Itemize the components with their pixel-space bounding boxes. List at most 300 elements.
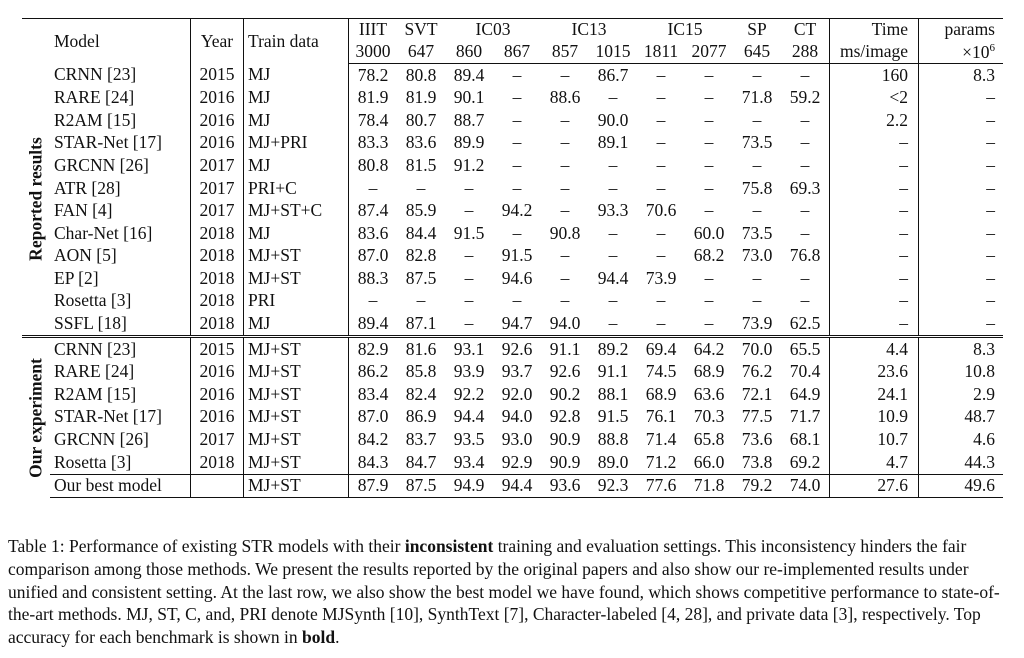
accuracy-cell: – bbox=[704, 109, 714, 130]
accuracy-cell: – bbox=[656, 109, 666, 130]
table-row bbox=[22, 290, 1003, 313]
accuracy-cell: 76.8 bbox=[789, 245, 821, 266]
train-data: MJ bbox=[244, 64, 349, 87]
accuracy-cell: – bbox=[464, 290, 474, 311]
accuracy-cell: 91.1 bbox=[541, 337, 589, 361]
params-unit-exponent: 6 bbox=[989, 41, 995, 54]
accuracy-cell: 82.8 bbox=[405, 245, 437, 266]
accuracy-cell: 93.5 bbox=[453, 429, 485, 450]
accuracy-cell: 91.5 bbox=[597, 406, 629, 427]
header-dataset-sp: SP bbox=[733, 19, 781, 42]
accuracy-cell: – bbox=[560, 64, 570, 85]
params-cell: – bbox=[919, 267, 1004, 290]
accuracy-cell: 85.9 bbox=[405, 200, 437, 221]
accuracy-cell: 94.4 bbox=[597, 267, 629, 288]
model-year bbox=[191, 474, 244, 498]
accuracy-cell: 63.6 bbox=[693, 383, 725, 404]
accuracy-cell: 84.4 bbox=[405, 222, 437, 243]
accuracy-cell: 73.9 bbox=[645, 267, 677, 288]
header-size: 288 bbox=[781, 41, 830, 64]
accuracy-cell: 88.8 bbox=[597, 429, 629, 450]
params-cell: – bbox=[919, 245, 1004, 268]
accuracy-cell: 70.6 bbox=[645, 200, 677, 221]
accuracy-cell: 62.5 bbox=[789, 313, 821, 334]
train-data: MJ bbox=[244, 222, 349, 245]
accuracy-cell: 93.7 bbox=[501, 361, 533, 382]
params-cell: – bbox=[919, 200, 1004, 223]
accuracy-cell: 81.5 bbox=[405, 154, 437, 175]
time-cell: <2 bbox=[830, 87, 919, 110]
header-dataset-iiit: IIIT bbox=[349, 19, 398, 42]
accuracy-cell: 90.2 bbox=[549, 383, 581, 404]
accuracy-cell: 73.9 bbox=[741, 313, 773, 334]
model-name: GRCNN [26] bbox=[54, 154, 149, 175]
params-cell: – bbox=[919, 222, 1004, 245]
accuracy-cell: 71.7 bbox=[789, 406, 821, 427]
accuracy-cell: 65.8 bbox=[693, 429, 725, 450]
accuracy-cell: – bbox=[800, 154, 810, 175]
time-cell: – bbox=[830, 200, 919, 223]
accuracy-cell: 93.1 bbox=[445, 337, 493, 361]
accuracy-cell: – bbox=[349, 177, 398, 200]
accuracy-cell: – bbox=[560, 267, 570, 288]
header-size: 860 bbox=[445, 41, 493, 64]
header-params: params bbox=[919, 19, 1004, 42]
accuracy-cell: 89.1 bbox=[597, 132, 629, 153]
accuracy-cell: 87.0 bbox=[349, 245, 398, 268]
model-year: 2016 bbox=[191, 132, 244, 155]
accuracy-cell: – bbox=[704, 267, 714, 288]
accuracy-cell: 64.9 bbox=[789, 383, 821, 404]
header-time-unit: ms/image bbox=[830, 41, 919, 64]
params-unit-text: ×10 bbox=[962, 41, 990, 62]
accuracy-cell: 80.8 bbox=[349, 154, 398, 177]
train-data: MJ+ST bbox=[244, 451, 349, 474]
accuracy-cell: 94.0 bbox=[549, 313, 581, 334]
accuracy-cell: – bbox=[656, 313, 666, 334]
accuracy-cell: 74.5 bbox=[645, 361, 677, 382]
model-year: 2016 bbox=[191, 383, 244, 406]
header-dataset-ct: CT bbox=[781, 19, 830, 42]
model-year: 2017 bbox=[191, 154, 244, 177]
accuracy-cell: 90.1 bbox=[453, 87, 485, 108]
accuracy-cell: 71.8 bbox=[741, 87, 773, 108]
accuracy-cell: – bbox=[560, 177, 570, 198]
train-data: MJ+ST bbox=[244, 361, 349, 384]
table-row bbox=[22, 267, 1003, 290]
accuracy-cell: 81.9 bbox=[405, 87, 437, 108]
table-row bbox=[22, 87, 1003, 110]
accuracy-cell: 88.6 bbox=[549, 87, 581, 108]
accuracy-cell: 94.2 bbox=[501, 200, 533, 221]
accuracy-cell: – bbox=[464, 313, 474, 334]
accuracy-cell: 93.0 bbox=[501, 429, 533, 450]
accuracy-cell: 86.9 bbox=[405, 406, 437, 427]
header-size: 1811 bbox=[637, 41, 685, 64]
accuracy-cell: – bbox=[656, 290, 666, 311]
results-body bbox=[22, 64, 1003, 498]
accuracy-cell: 83.4 bbox=[349, 383, 398, 406]
header-size: 3000 bbox=[349, 41, 398, 64]
accuracy-cell: 89.2 bbox=[589, 337, 637, 361]
accuracy-cell: 87.0 bbox=[349, 406, 398, 429]
accuracy-cell: – bbox=[752, 290, 762, 311]
time-cell: – bbox=[830, 290, 919, 313]
train-data: MJ bbox=[244, 154, 349, 177]
accuracy-cell: – bbox=[800, 267, 810, 288]
table-row bbox=[22, 313, 1003, 337]
model-year: 2017 bbox=[191, 200, 244, 223]
accuracy-cell: 66.0 bbox=[693, 451, 725, 472]
params-cell: – bbox=[919, 313, 1004, 337]
caption-text: training and evaluation settings. This inconsistency hinders the fair comparison among those methods. We present the results reported by the original papers and also show our re-implemented results under unified and consistent setting. At the last row, we also show the best model we have found, which shows competitive performance to state-of-the-art methods. MJ, ST, C, and, PRI denote MJSynth [10], SynthText [7], Character-labeled [4, 28], and private data [3], respectively. Top accuracy for each benchmark is shown in bbox=[8, 536, 1000, 648]
accuracy-cell: 82.9 bbox=[349, 337, 398, 361]
table-row bbox=[22, 64, 1003, 87]
model-name: STAR-Net [17] bbox=[54, 132, 162, 153]
accuracy-cell: – bbox=[560, 154, 570, 175]
accuracy-cell: 88.7 bbox=[453, 109, 485, 130]
header-size: 1015 bbox=[589, 41, 637, 64]
table-row bbox=[22, 337, 1003, 361]
time-cell: 160 bbox=[830, 64, 919, 87]
header-time: Time bbox=[830, 19, 919, 42]
accuracy-cell: – bbox=[608, 245, 618, 266]
params-cell: 8.3 bbox=[919, 64, 1004, 87]
model-year: 2016 bbox=[191, 87, 244, 110]
accuracy-cell: 86.7 bbox=[597, 64, 629, 85]
accuracy-cell: 83.6 bbox=[405, 132, 437, 153]
accuracy-cell: – bbox=[704, 313, 714, 334]
train-data: PRI+C bbox=[244, 177, 349, 200]
model-year: 2016 bbox=[191, 361, 244, 384]
accuracy-cell: 69.4 bbox=[637, 337, 685, 361]
accuracy-cell: 73.5 bbox=[741, 222, 773, 243]
model-name: STAR-Net [17] bbox=[54, 406, 162, 427]
model-name: FAN [4] bbox=[54, 200, 113, 221]
accuracy-cell: – bbox=[656, 87, 666, 108]
accuracy-cell: 84.2 bbox=[349, 429, 398, 452]
table-row bbox=[22, 154, 1003, 177]
header-model: Model bbox=[50, 19, 191, 64]
accuracy-cell: 94.4 bbox=[493, 474, 541, 498]
accuracy-cell: 92.3 bbox=[589, 474, 637, 498]
model-name: EP [2] bbox=[54, 267, 99, 288]
time-cell: – bbox=[830, 245, 919, 268]
header-size: 645 bbox=[733, 41, 781, 64]
accuracy-cell: 93.4 bbox=[453, 451, 485, 472]
accuracy-cell: 82.4 bbox=[405, 383, 437, 404]
accuracy-cell: 80.8 bbox=[405, 64, 437, 85]
time-cell: 4.7 bbox=[830, 451, 919, 474]
accuracy-cell: 94.9 bbox=[445, 474, 493, 498]
accuracy-cell: 83.3 bbox=[349, 132, 398, 155]
header-row-datasets bbox=[22, 19, 1003, 42]
accuracy-cell: 81.9 bbox=[349, 87, 398, 110]
accuracy-cell: 94.7 bbox=[501, 313, 533, 334]
accuracy-cell: 88.3 bbox=[349, 267, 398, 290]
results-table bbox=[22, 18, 1003, 498]
table-row bbox=[22, 406, 1003, 429]
time-cell: 4.4 bbox=[830, 337, 919, 361]
header-size: 647 bbox=[397, 41, 445, 64]
model-name: AON [5] bbox=[54, 245, 117, 266]
accuracy-cell: 68.9 bbox=[645, 383, 677, 404]
accuracy-cell: 76.1 bbox=[645, 406, 677, 427]
accuracy-cell: 64.2 bbox=[685, 337, 733, 361]
accuracy-cell: – bbox=[704, 290, 714, 311]
accuracy-cell: 85.8 bbox=[405, 361, 437, 382]
train-data: MJ+PRI bbox=[244, 132, 349, 155]
params-cell: 44.3 bbox=[919, 451, 1004, 474]
params-cell: 4.6 bbox=[919, 429, 1004, 452]
accuracy-cell: 91.5 bbox=[453, 222, 485, 243]
accuracy-cell: 90.9 bbox=[549, 451, 581, 472]
model-name: CRNN [23] bbox=[54, 64, 137, 85]
accuracy-cell: 71.2 bbox=[645, 451, 677, 472]
accuracy-cell: – bbox=[512, 290, 522, 311]
params-cell: 10.8 bbox=[919, 361, 1004, 384]
table-row bbox=[22, 429, 1003, 452]
accuracy-cell: – bbox=[800, 109, 810, 130]
accuracy-cell: 87.5 bbox=[405, 267, 437, 288]
accuracy-cell: – bbox=[704, 154, 714, 175]
time-cell: 10.7 bbox=[830, 429, 919, 452]
accuracy-cell: 91.2 bbox=[453, 154, 485, 175]
accuracy-cell: 94.0 bbox=[501, 406, 533, 427]
accuracy-cell: – bbox=[656, 64, 666, 85]
group-label: Reported results bbox=[25, 137, 46, 262]
model-year: 2018 bbox=[191, 313, 244, 337]
accuracy-cell: 83.6 bbox=[349, 222, 398, 245]
params-cell: – bbox=[919, 290, 1004, 313]
accuracy-cell: 81.6 bbox=[397, 337, 445, 361]
accuracy-cell: 90.8 bbox=[549, 222, 581, 243]
model-name: R2AM [15] bbox=[54, 109, 137, 130]
accuracy-cell: – bbox=[560, 200, 570, 221]
table-row bbox=[22, 383, 1003, 406]
accuracy-cell: – bbox=[512, 64, 522, 85]
accuracy-cell: 68.9 bbox=[693, 361, 725, 382]
accuracy-cell: – bbox=[656, 177, 666, 198]
params-cell: – bbox=[919, 87, 1004, 110]
accuracy-cell: – bbox=[656, 245, 666, 266]
accuracy-cell: 71.8 bbox=[685, 474, 733, 498]
accuracy-cell: – bbox=[752, 267, 762, 288]
accuracy-cell: – bbox=[464, 200, 474, 221]
model-year: 2015 bbox=[191, 337, 244, 361]
accuracy-cell: 70.3 bbox=[693, 406, 725, 427]
accuracy-cell: 73.0 bbox=[741, 245, 773, 266]
model-name: RARE [24] bbox=[54, 361, 135, 382]
accuracy-cell: – bbox=[608, 290, 618, 311]
params-cell: 2.9 bbox=[919, 383, 1004, 406]
accuracy-cell: – bbox=[752, 154, 762, 175]
accuracy-cell: – bbox=[608, 154, 618, 175]
accuracy-cell: 73.6 bbox=[741, 429, 773, 450]
train-data: MJ+ST bbox=[244, 383, 349, 406]
accuracy-cell: – bbox=[800, 132, 810, 153]
header-size: 857 bbox=[541, 41, 589, 64]
table-row bbox=[22, 222, 1003, 245]
caption-emphasis: inconsistent bbox=[404, 536, 494, 556]
accuracy-cell: – bbox=[656, 154, 666, 175]
accuracy-cell: 73.5 bbox=[741, 132, 773, 153]
accuracy-cell: 77.5 bbox=[741, 406, 773, 427]
accuracy-cell: 69.3 bbox=[789, 177, 821, 198]
time-cell: – bbox=[830, 267, 919, 290]
table-row bbox=[22, 200, 1003, 223]
header-train-data: Train data bbox=[244, 19, 349, 64]
time-cell: 23.6 bbox=[830, 361, 919, 384]
accuracy-cell: 74.0 bbox=[781, 474, 830, 498]
params-cell: 49.6 bbox=[919, 474, 1004, 498]
accuracy-cell: 75.8 bbox=[741, 177, 773, 198]
accuracy-cell: – bbox=[800, 290, 810, 311]
time-cell: 2.2 bbox=[830, 109, 919, 132]
params-cell: – bbox=[919, 177, 1004, 200]
accuracy-cell: 87.9 bbox=[349, 474, 398, 498]
accuracy-cell: – bbox=[464, 245, 474, 266]
accuracy-cell: – bbox=[704, 87, 714, 108]
table-row bbox=[22, 451, 1003, 474]
group-label: Our experiment bbox=[25, 358, 46, 478]
accuracy-cell: – bbox=[752, 64, 762, 85]
accuracy-cell: 72.1 bbox=[741, 383, 773, 404]
accuracy-cell: 89.4 bbox=[349, 313, 398, 337]
accuracy-cell: 78.2 bbox=[349, 64, 398, 87]
model-year: 2017 bbox=[191, 429, 244, 452]
accuracy-cell: 79.2 bbox=[733, 474, 781, 498]
accuracy-cell: – bbox=[608, 222, 618, 243]
params-cell: 8.3 bbox=[919, 337, 1004, 361]
table-row bbox=[22, 132, 1003, 155]
time-cell: – bbox=[830, 313, 919, 337]
model-year: 2015 bbox=[191, 64, 244, 87]
accuracy-cell: 89.9 bbox=[453, 132, 485, 153]
time-cell: 10.9 bbox=[830, 406, 919, 429]
header-dataset-ic15: IC15 bbox=[637, 19, 733, 42]
table-row bbox=[22, 245, 1003, 268]
accuracy-cell: 90.9 bbox=[549, 429, 581, 450]
header-dataset-svt: SVT bbox=[397, 19, 445, 42]
group-label-cell bbox=[22, 337, 50, 498]
accuracy-cell: – bbox=[800, 222, 810, 243]
accuracy-cell: – bbox=[704, 64, 714, 85]
model-name: ATR [28] bbox=[54, 177, 121, 198]
accuracy-cell: – bbox=[512, 132, 522, 153]
header-dataset-ic03: IC03 bbox=[445, 19, 541, 42]
model-year: 2016 bbox=[191, 109, 244, 132]
accuracy-cell: 87.4 bbox=[349, 200, 398, 223]
accuracy-cell: 87.1 bbox=[405, 313, 437, 334]
accuracy-cell: 86.2 bbox=[349, 361, 398, 384]
time-cell: 27.6 bbox=[830, 474, 919, 498]
header-dataset-ic13: IC13 bbox=[541, 19, 637, 42]
table-caption bbox=[8, 535, 1004, 649]
accuracy-cell: – bbox=[512, 87, 522, 108]
accuracy-cell: – bbox=[512, 109, 522, 130]
accuracy-cell: 91.5 bbox=[501, 245, 533, 266]
model-year: 2018 bbox=[191, 222, 244, 245]
train-data: MJ+ST bbox=[244, 337, 349, 361]
accuracy-cell: 60.0 bbox=[693, 222, 725, 243]
train-data: MJ bbox=[244, 313, 349, 337]
model-year: 2017 bbox=[191, 177, 244, 200]
time-cell: – bbox=[830, 132, 919, 155]
accuracy-cell: 68.1 bbox=[789, 429, 821, 450]
accuracy-cell: – bbox=[560, 109, 570, 130]
accuracy-cell: – bbox=[656, 222, 666, 243]
accuracy-cell: 78.4 bbox=[349, 109, 398, 132]
accuracy-cell: 84.3 bbox=[349, 451, 398, 474]
model-year: 2018 bbox=[191, 267, 244, 290]
model-name: Our best model bbox=[50, 474, 191, 498]
accuracy-cell: – bbox=[704, 177, 714, 198]
accuracy-cell: – bbox=[560, 245, 570, 266]
model-name: GRCNN [26] bbox=[54, 429, 149, 450]
accuracy-cell: – bbox=[656, 132, 666, 153]
model-name: CRNN [23] bbox=[50, 337, 191, 361]
model-name: SSFL [18] bbox=[54, 313, 127, 334]
accuracy-cell: 76.2 bbox=[741, 361, 773, 382]
accuracy-cell: 70.0 bbox=[733, 337, 781, 361]
table-row bbox=[22, 361, 1003, 384]
accuracy-cell: 94.4 bbox=[453, 406, 485, 427]
accuracy-cell: – bbox=[464, 177, 474, 198]
train-data: MJ+ST+C bbox=[244, 200, 349, 223]
accuracy-cell: 92.6 bbox=[493, 337, 541, 361]
accuracy-cell: 88.1 bbox=[597, 383, 629, 404]
accuracy-cell: – bbox=[704, 132, 714, 153]
accuracy-cell: 92.0 bbox=[501, 383, 533, 404]
time-cell: – bbox=[830, 222, 919, 245]
table-row bbox=[22, 177, 1003, 200]
accuracy-cell: 92.6 bbox=[549, 361, 581, 382]
accuracy-cell: 80.7 bbox=[405, 109, 437, 130]
accuracy-cell: – bbox=[704, 200, 714, 221]
caption-emphasis: bold bbox=[301, 627, 336, 648]
accuracy-cell: 89.4 bbox=[453, 64, 485, 85]
train-data: MJ+ST bbox=[244, 429, 349, 452]
accuracy-cell: 89.0 bbox=[597, 451, 629, 472]
time-cell: – bbox=[830, 177, 919, 200]
table-row bbox=[22, 109, 1003, 132]
model-name: Rosetta [3] bbox=[54, 290, 132, 311]
accuracy-cell: – bbox=[800, 64, 810, 85]
accuracy-cell: 68.2 bbox=[693, 245, 725, 266]
train-data: PRI bbox=[244, 290, 349, 313]
accuracy-cell: – bbox=[752, 109, 762, 130]
accuracy-cell: 91.1 bbox=[597, 361, 629, 382]
header-group-spacer bbox=[22, 19, 50, 64]
model-name: R2AM [15] bbox=[54, 383, 137, 404]
accuracy-cell: 87.5 bbox=[397, 474, 445, 498]
accuracy-cell: 90.0 bbox=[597, 109, 629, 130]
accuracy-cell: – bbox=[608, 313, 618, 334]
header-size: 2077 bbox=[685, 41, 733, 64]
time-cell: – bbox=[830, 154, 919, 177]
accuracy-cell: 94.6 bbox=[501, 267, 533, 288]
accuracy-cell: – bbox=[512, 222, 522, 243]
accuracy-cell: 70.4 bbox=[789, 361, 821, 382]
train-data: MJ+ST bbox=[244, 267, 349, 290]
group-label-cell bbox=[22, 64, 50, 337]
model-year: 2018 bbox=[191, 451, 244, 474]
accuracy-cell: 73.8 bbox=[741, 451, 773, 472]
accuracy-cell: 92.9 bbox=[501, 451, 533, 472]
params-cell: – bbox=[919, 132, 1004, 155]
model-year: 2016 bbox=[191, 406, 244, 429]
